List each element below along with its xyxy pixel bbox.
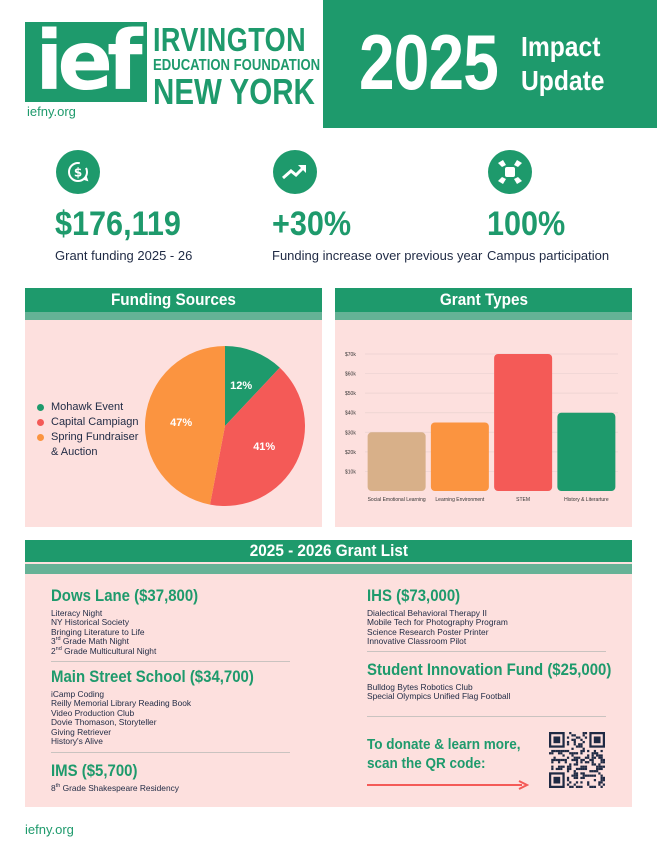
grant-title: IMS ($5,700) xyxy=(51,761,138,780)
grant-item: iCamp Coding xyxy=(51,689,105,699)
trend-up-icon xyxy=(273,150,317,194)
funding-sources-title: Funding Sources xyxy=(25,288,322,312)
title-update: Update xyxy=(521,65,605,96)
logo-url-link[interactable]: iefny.org xyxy=(27,104,76,119)
divider xyxy=(367,651,606,652)
grant-item: Mobile Tech for Photography Program xyxy=(367,617,508,628)
divider xyxy=(367,716,606,717)
panel-band xyxy=(25,312,322,320)
legend-item: Spring Fundraiser xyxy=(37,430,138,445)
grant-item: Reilly Memorial Library Reading Book xyxy=(51,698,192,709)
grant-title: IHS ($73,000) xyxy=(367,586,461,605)
stat-label: Campus participation xyxy=(487,248,610,263)
grant-items xyxy=(367,683,645,702)
funding-legend xyxy=(37,400,138,460)
stat-label: Funding increase over previous year xyxy=(272,248,483,263)
y-tick-label: $20k xyxy=(345,449,356,456)
logo-line-education-foundation: EDUCATION FOUNDATION xyxy=(153,57,321,74)
stat-value: +30% xyxy=(272,205,352,243)
panel-band xyxy=(25,564,632,574)
grant-item: NY Historical Society xyxy=(51,617,130,628)
grant-ims xyxy=(51,761,179,793)
bar xyxy=(557,413,615,491)
bar xyxy=(494,354,552,491)
logo-mark: ief xyxy=(25,22,147,102)
grant-item: Bulldog Bytes Robotics Club xyxy=(367,682,473,692)
grant-main-street xyxy=(51,667,282,746)
grant-item: Literacy Night xyxy=(51,608,103,618)
divider xyxy=(51,661,290,662)
x-tick-label: STEM xyxy=(516,497,531,503)
y-tick-label: $10k xyxy=(345,469,356,476)
stat-label: Grant funding 2025 - 26 xyxy=(55,248,193,263)
grant-student-innovation xyxy=(367,660,645,702)
grant-ihs xyxy=(367,586,508,647)
donate-callout xyxy=(367,735,521,773)
grant-items xyxy=(51,609,218,656)
y-tick-label: $60k xyxy=(345,371,356,378)
footer-url-link[interactable]: iefny.org xyxy=(25,822,74,837)
stat-grant-funding xyxy=(55,150,195,263)
legend-dot xyxy=(37,434,44,441)
divider xyxy=(51,752,290,753)
qr-code-icon[interactable] xyxy=(549,732,605,788)
grant-list-title: 2025 - 2026 Grant List xyxy=(25,540,632,562)
grant-types-panel xyxy=(335,288,632,527)
grant-items xyxy=(51,690,282,746)
stat-value: 100% xyxy=(487,205,566,243)
grant-item: Science Research Poster Printer xyxy=(367,626,489,637)
funding-sources-panel xyxy=(25,288,322,527)
y-tick-label: $50k xyxy=(345,391,356,398)
stat-campus-participation xyxy=(487,150,609,263)
legend-dot xyxy=(37,404,44,411)
grant-types-bar-chart xyxy=(335,288,632,527)
grant-title: Student Innovation Fund ($25,000) xyxy=(367,660,612,679)
logo-line-irvington: IRVINGTON xyxy=(153,21,307,58)
title-year: 2025 xyxy=(359,18,499,106)
grant-item: 8th Grade Shakespeare Residency xyxy=(51,783,179,793)
legend-item: & Auction xyxy=(51,446,98,458)
x-tick-label: History & Literarture xyxy=(564,497,609,503)
stat-value: $176,119 xyxy=(55,205,181,243)
x-tick-label: Social Emotional Learning xyxy=(367,497,426,503)
bar xyxy=(368,432,426,491)
logo xyxy=(25,20,321,120)
grant-dows-lane xyxy=(51,586,218,656)
grant-item: 2nd Grade Multicultural Night xyxy=(51,645,157,656)
dollar-cycle-icon xyxy=(56,150,100,194)
handshake-icon xyxy=(488,150,532,194)
grant-types-title: Grant Types xyxy=(335,288,632,312)
grant-item: Dialectical Behavioral Therapy II xyxy=(367,608,487,618)
y-tick-label: $40k xyxy=(345,410,356,417)
grant-item: 3rd Grade Math Night xyxy=(51,636,129,647)
legend-item: Capital Campiagn xyxy=(37,415,138,430)
grant-items xyxy=(51,784,179,793)
pie-value-label: 47% xyxy=(170,416,193,429)
arrow-right-icon xyxy=(367,780,529,790)
grant-title: Main Street School ($34,700) xyxy=(51,667,254,686)
legend-dot xyxy=(37,419,44,426)
grant-item: Dovie Thomason, Storyteller xyxy=(51,717,157,728)
grant-items xyxy=(367,609,508,647)
legend-item: Mohawk Event xyxy=(37,400,138,415)
title-impact: Impact xyxy=(521,31,601,62)
y-tick-label: $30k xyxy=(345,430,356,437)
bar xyxy=(431,423,489,492)
donate-line: scan the QR code: xyxy=(367,755,486,772)
y-tick-label: $70k xyxy=(345,352,356,358)
grant-item: Bringing Literature to Life xyxy=(51,626,145,637)
x-tick-label: Learning Environment xyxy=(435,497,485,503)
svg-text:$: $ xyxy=(73,165,83,180)
grant-item: Video Production Club xyxy=(51,707,135,718)
grant-item: Special Olympics Unified Flag Football xyxy=(367,691,511,702)
grant-item: History's Alive xyxy=(51,736,103,747)
grant-item: Giving Retriever xyxy=(51,726,112,737)
pie-value-label: 12% xyxy=(230,380,253,393)
title-banner xyxy=(323,0,657,128)
funding-pie-chart xyxy=(145,346,305,506)
grant-list-panel xyxy=(25,540,632,807)
donate-line: To donate & learn more, xyxy=(367,736,521,753)
logo-line-new-york: NEW YORK xyxy=(153,71,315,112)
grant-title: Dows Lane ($37,800) xyxy=(51,586,199,605)
stat-funding-increase xyxy=(272,150,482,263)
pie-value-label: 41% xyxy=(253,440,276,453)
grant-item: Innovative Classroom Pilot xyxy=(367,636,467,647)
